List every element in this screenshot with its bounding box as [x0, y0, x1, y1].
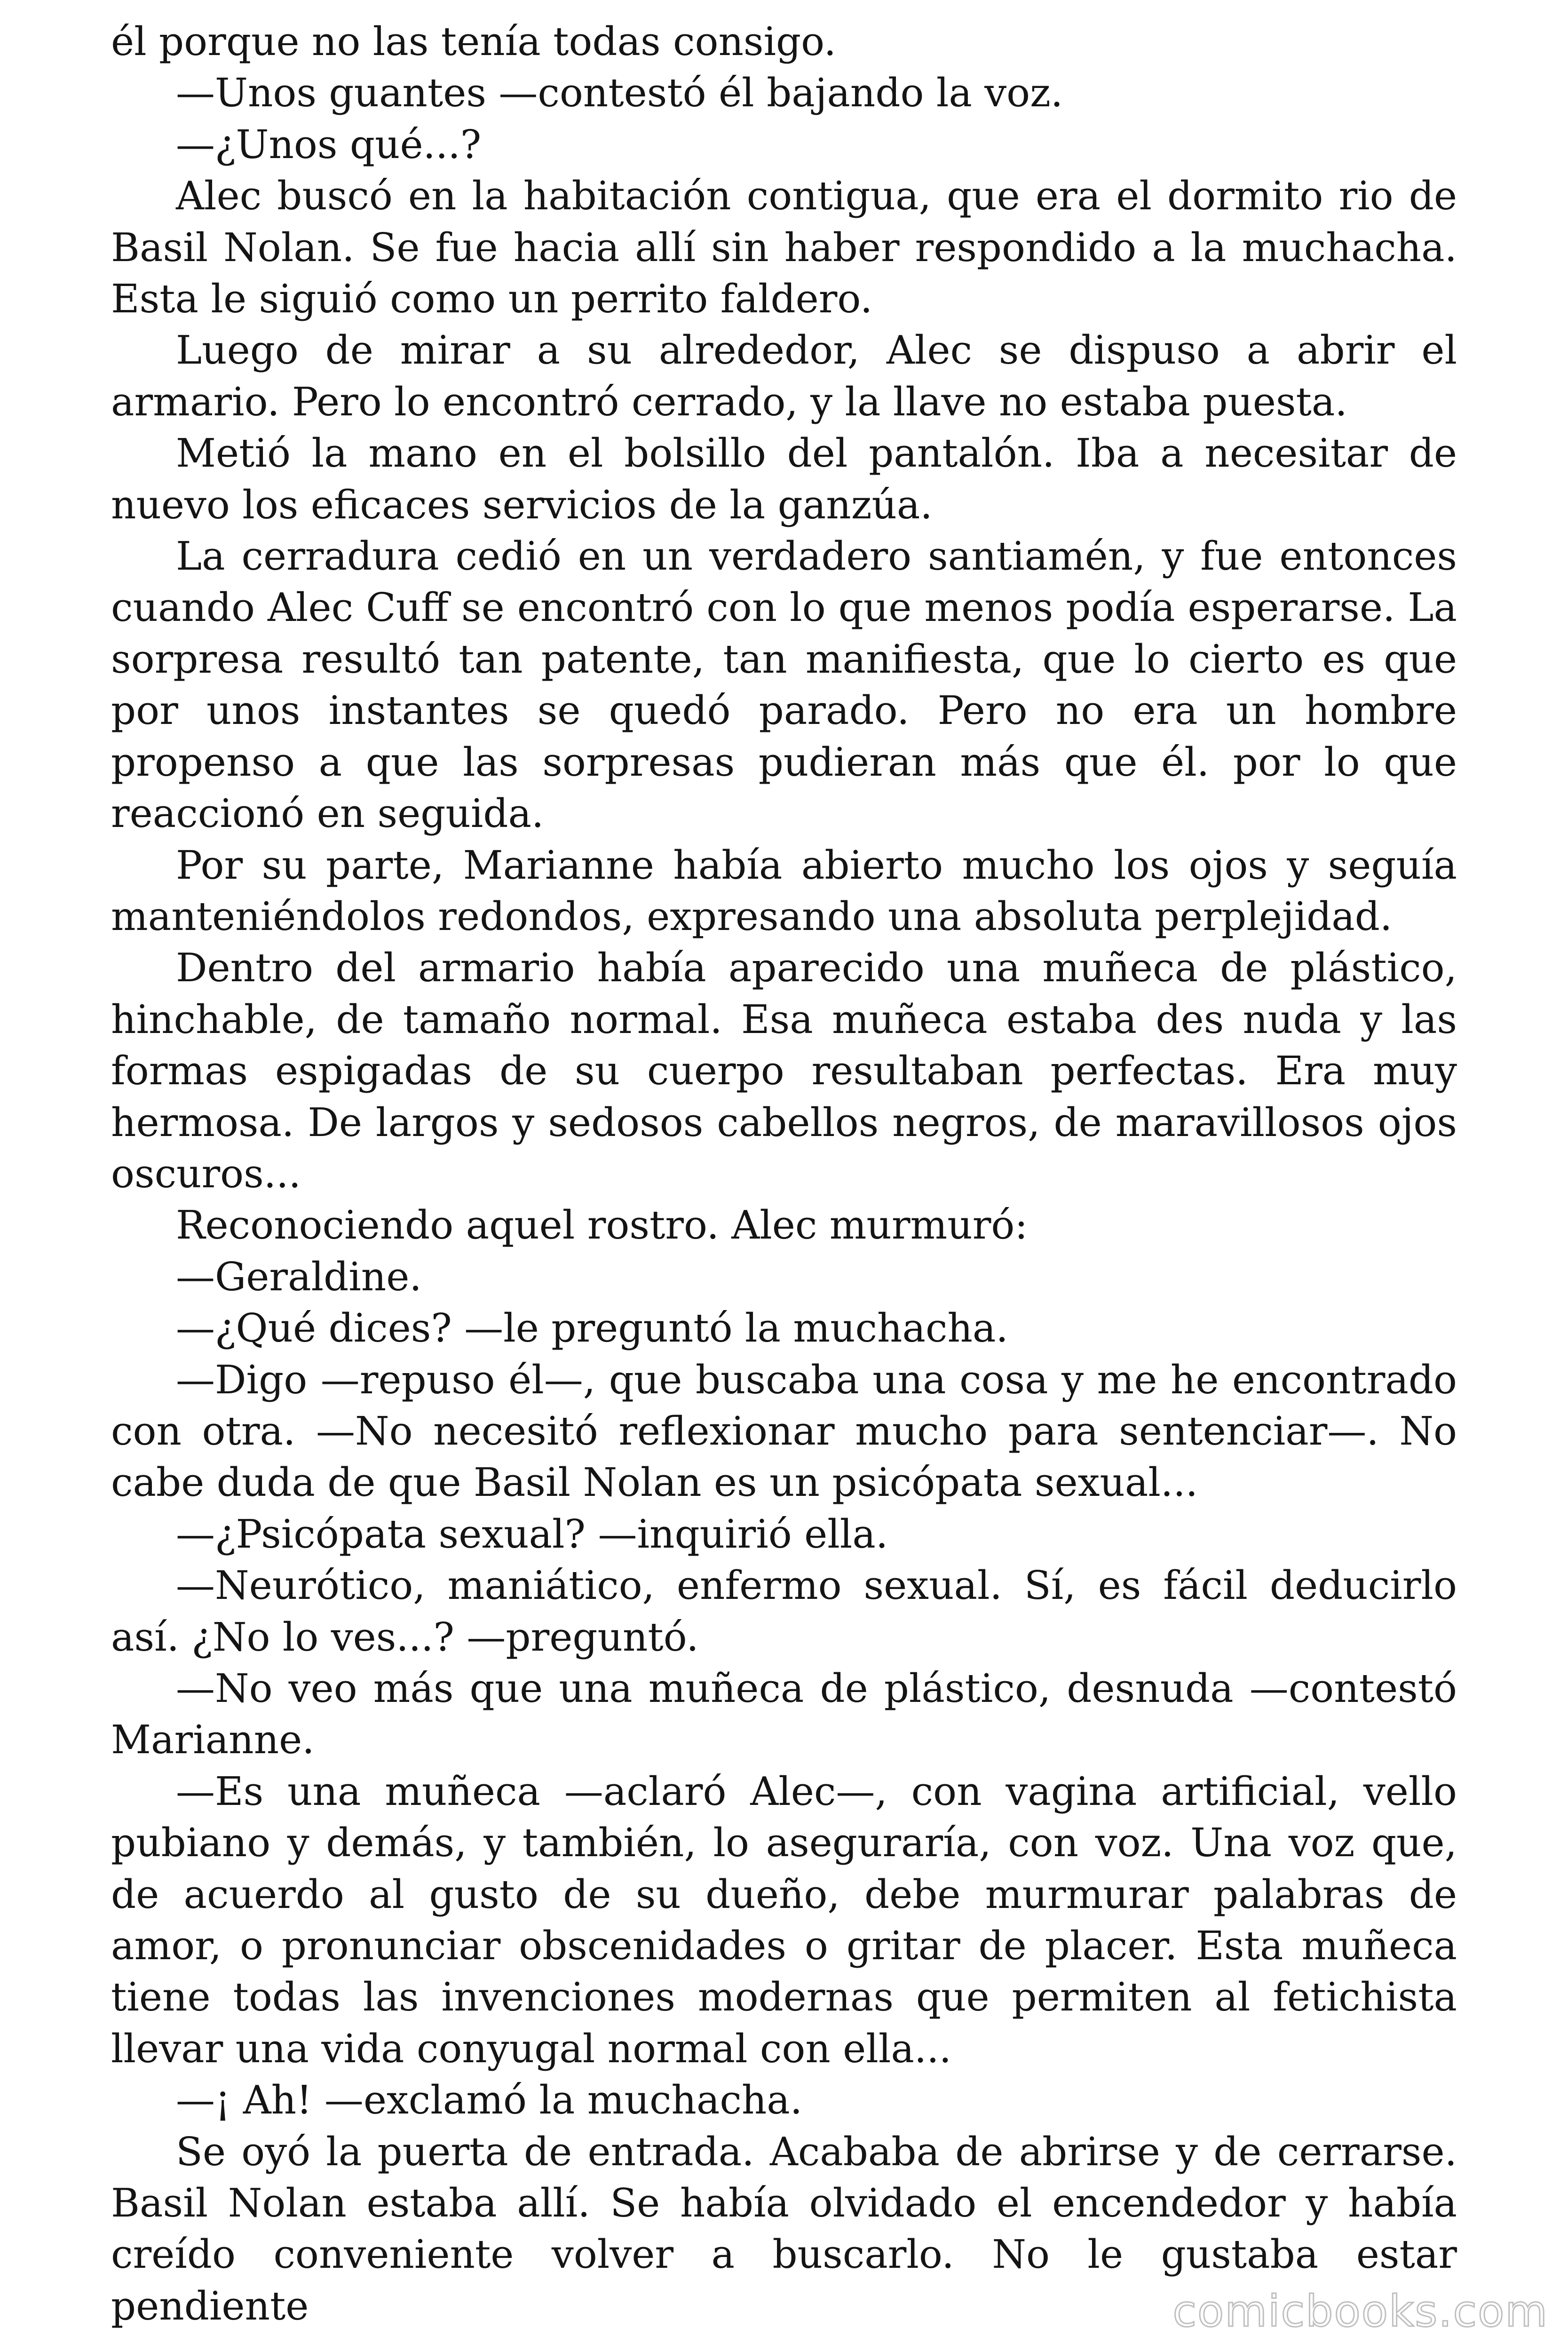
paragraph: —No veo más que una muñeca de plástico, desnuda —contestó Marianne.	[111, 1666, 1457, 1763]
paragraph: Alec buscó en la habitación contigua, que era el dormito rio de Basil Nolan. Se fue hacia allí sin haber respondido a la muchacha. Esta le siguió como un perrito faldero.	[111, 173, 1457, 322]
paragraph: —Digo —repuso él—, que buscaba una cosa y me he encontrado con otra. —No necesitó reflexionar mucho para sentenciar—. No cabe duda de que Basil Nolan es un psicópata sexual...	[111, 1357, 1457, 1506]
paragraph: Metió la mano en el bolsillo del pantalón. Iba a necesitar de nuevo los eficaces servicios de la ganzúa.	[111, 430, 1457, 528]
paragraph: Dentro del armario había aparecido una muñeca de plástico, hinchable, de tamaño normal. Esa muñeca estaba des nuda y las formas espigadas de su cuerpo resultaban perfectas. Era muy hermosa. De largos y sedosos cabellos negros, de maravillosos ojos oscuros...	[111, 945, 1457, 1197]
paragraph: —Neurótico, maniático, enfermo sexual. Sí, es fácil deducirlo así. ¿No lo ves...? —preguntó.	[111, 1563, 1457, 1660]
paragraph: Luego de mirar a su alrededor, Alec se dispuso a abrir el armario. Pero lo encontró cerrado, y la llave no estaba puesta.	[111, 327, 1457, 425]
paragraph: La cerradura cedió en un verdadero santiamén, y fue entonces cuando Alec Cuff se encontró con lo que menos podía esperarse. La sorpresa resultó tan patente, tan manifiesta, que lo cierto es que por unos instantes se quedó parado. Pero no era un hombre propenso a que las sorpresas pudieran más que él. por lo que reaccionó en seguida.	[111, 533, 1457, 837]
paragraph: —Unos guantes —contestó él bajando la voz.	[176, 70, 1063, 116]
paragraph: —¿Psicópata sexual? —inquirió ella.	[176, 1511, 888, 1557]
paragraph: —Es una muñeca —aclaró Alec—, con vagina artificial, vello pubiano y demás, y también, lo aseguraría, con voz. Una voz que, de acuerdo al gusto de su dueño, debe murmurar palabras de amor, o pronunciar obscenidades o gritar de placer. Esta muñeca tiene todas las invenciones modernas que permiten al fetichista llevar una vida conyugal normal con ella...	[111, 1768, 1457, 2072]
paragraph: —Geraldine.	[176, 1254, 422, 1300]
page-body-text	[111, 16, 1457, 2332]
paragraph: —¿Unos qué...?	[176, 121, 482, 167]
paragraph: Por su parte, Marianne había abierto mucho los ojos y seguía manteniéndolos redondos, expresando una absoluta perplejidad.	[111, 842, 1457, 939]
watermark-logo: comicbooks.com	[1172, 2286, 1548, 2336]
paragraph: —¿Qué dices? —le preguntó la muchacha.	[176, 1305, 1008, 1351]
paragraph-continuation: él porque no las tenía todas consigo.	[111, 19, 837, 64]
paragraph: —¡ Ah! —exclamó la muchacha.	[176, 2077, 803, 2123]
paragraph: Se oyó la puerta de entrada. Acababa de abrirse y de cerrarse. Basil Nolan estaba allí. Se había olvidado el encendedor y había creído conveniente volver a buscarlo. No le gustaba estar pendiente	[111, 2129, 1457, 2329]
paragraph: Reconociendo aquel rostro. Alec murmuró:	[176, 1202, 1028, 1248]
